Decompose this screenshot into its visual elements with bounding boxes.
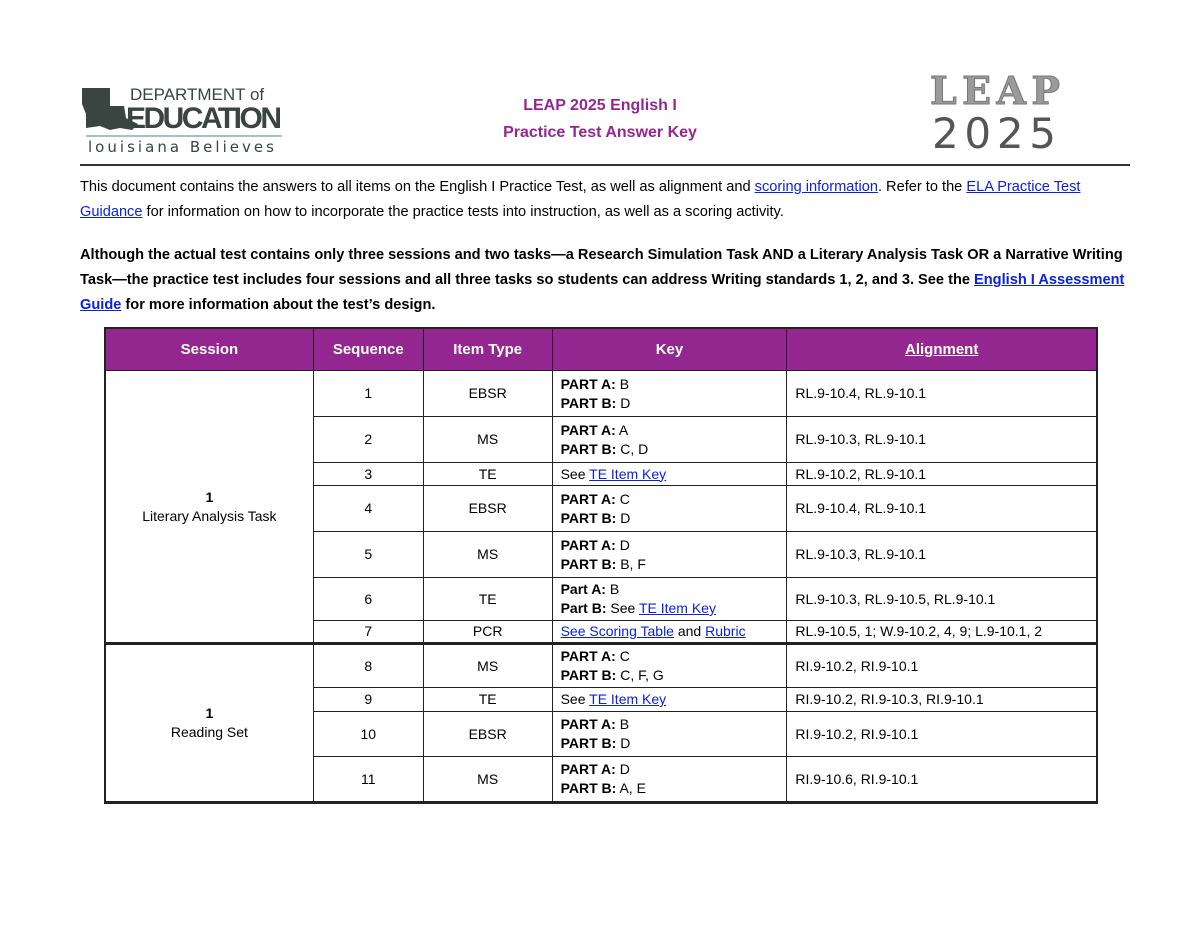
key-line <box>561 666 779 685</box>
key-cell <box>552 644 787 688</box>
column-header-label: Session <box>180 341 239 358</box>
document-subtitle: Practice Test Answer Key <box>503 124 697 141</box>
key-answer: B, F <box>616 555 646 572</box>
table-row <box>106 644 1097 688</box>
key-part-label: PART B: <box>560 735 617 751</box>
alignment-cell: RL.9-10.3, RL.9-10.5, RL.9-10.1 <box>787 578 1097 621</box>
alignment-cell: RI.9-10.2, RI.9-10.1 <box>787 644 1097 688</box>
sequence-cell: 2 <box>313 417 423 463</box>
alignment-cell: RL.9-10.2, RL.9-10.1 <box>787 463 1097 486</box>
key-part-label: PART A: <box>560 375 616 392</box>
key-answer: D <box>616 509 631 526</box>
te-item-key-link[interactable]: TE Item Key <box>589 691 667 707</box>
key-line <box>561 580 779 599</box>
english-i-assessment-guide-link[interactable]: English I Assessment Guide <box>80 272 1125 313</box>
key-line <box>561 647 779 666</box>
item-type-cell: EBSR <box>423 712 552 757</box>
key-line <box>561 375 779 394</box>
key-part-label: PART A: <box>560 716 616 732</box>
item-type-cell: EBSR <box>423 371 552 417</box>
design-text: for more information about the test’s design. <box>121 297 436 313</box>
sequence-cell: 6 <box>313 578 423 621</box>
key-part-label: PART B: <box>560 667 617 683</box>
key-part-label: PART A: <box>560 536 616 553</box>
key-line <box>561 599 779 618</box>
item-type-cell: EBSR <box>423 486 552 532</box>
key-part-label: PART A: <box>560 490 616 507</box>
key-line <box>561 440 779 459</box>
document-title: LEAP 2025 English I <box>523 97 677 114</box>
key-part-label: PART B: <box>560 394 617 411</box>
key-line <box>561 734 779 753</box>
sequence-cell: 8 <box>313 644 423 688</box>
key-part-label: Part B: <box>560 600 607 616</box>
key-line <box>561 555 779 574</box>
key-cell <box>552 757 787 802</box>
key-answer: C, F, G <box>616 667 664 683</box>
item-type-cell: MS <box>423 757 552 802</box>
key-answer: C <box>615 648 630 664</box>
column-header-alignment <box>787 329 1097 371</box>
key-part-label: PART B: <box>560 555 617 572</box>
key-answer: A, E <box>616 780 646 796</box>
intro-paragraph <box>80 175 1140 225</box>
svg-text:2025: 2025 <box>932 109 1056 152</box>
key-answer: D <box>615 536 630 553</box>
key-cell <box>552 621 787 644</box>
key-cell <box>552 688 787 712</box>
session-number: 1 <box>205 488 214 505</box>
key-answer: D <box>616 394 631 411</box>
column-header-label: Item Type <box>453 341 523 358</box>
key-line <box>561 622 779 641</box>
sequence-cell: 10 <box>313 712 423 757</box>
item-type-cell: TE <box>423 463 552 486</box>
ela-practice-test-guidance-link[interactable]: ELA Practice Test Guidance <box>80 179 1081 220</box>
answer-key-table <box>105 328 1097 802</box>
header-divider <box>80 164 1130 166</box>
key-part-label: PART B: <box>560 780 617 796</box>
alignment-cell: RL.9-10.4, RL.9-10.1 <box>787 371 1097 417</box>
alignment-cell: RL.9-10.3, RL.9-10.1 <box>787 532 1097 578</box>
design-text: Although the actual test contains only three sessions and two tasks—a Research Simulation Task AND a Literary Analysis Task OR a Narrative Writing Task—the practice test includes four sessions and all three tasks so students can address Writing standards 1, 2, and 3. See the <box>80 247 1123 288</box>
key-part-label: PART B: <box>560 509 617 526</box>
scoring-information-link[interactable]: scoring information <box>754 179 878 195</box>
rubric-link[interactable]: Rubric <box>705 623 746 639</box>
key-answer: See <box>606 600 639 616</box>
column-header-sequence <box>313 329 423 371</box>
key-cell <box>552 417 787 463</box>
session-cell <box>106 644 314 802</box>
item-type-cell: TE <box>423 578 552 621</box>
column-header-label: Alignment <box>904 341 979 358</box>
svg-text:DEPARTMENT of: DEPARTMENT of <box>130 85 265 104</box>
alignment-cell: RL.9-10.3, RL.9-10.1 <box>787 417 1097 463</box>
te-item-key-link[interactable]: TE Item Key <box>589 465 667 482</box>
key-line <box>561 779 779 798</box>
test-design-paragraph <box>80 243 1140 318</box>
sequence-cell: 1 <box>313 371 423 417</box>
svg-text:louisiana Believes: louisiana Believes <box>88 138 274 156</box>
session-cell <box>106 371 314 644</box>
alignment-cell: RL.9-10.4, RL.9-10.1 <box>787 486 1097 532</box>
alignment-cell: RL.9-10.5, 1; W.9-10.2, 4, 9; L.9-10.1, 2 <box>787 621 1097 644</box>
key-cell <box>552 578 787 621</box>
key-answer: See <box>560 691 590 707</box>
alignment-cell: RI.9-10.6, RI.9-10.1 <box>787 757 1097 802</box>
svg-text:EDUCATION: EDUCATION <box>126 102 282 135</box>
column-header-label: Sequence <box>332 341 404 358</box>
column-header-item-type <box>423 329 552 371</box>
see-scoring-table-link[interactable]: See Scoring Table <box>560 623 674 639</box>
key-line <box>561 421 779 440</box>
table-row <box>106 371 1097 417</box>
key-answer: B <box>605 581 620 597</box>
alignment-cell: RI.9-10.2, RI.9-10.3, RI.9-10.1 <box>787 688 1097 712</box>
key-line <box>561 465 779 484</box>
key-answer: D <box>616 735 631 751</box>
key-line <box>561 536 779 555</box>
sequence-cell: 9 <box>313 688 423 712</box>
intro-text: This document contains the answers to all items on the English I Practice Test, as well as alignment and <box>80 179 755 195</box>
item-type-cell: PCR <box>423 621 552 644</box>
intro-text: . Refer to the <box>877 179 967 195</box>
leap-2025-logo <box>928 70 1063 152</box>
item-type-cell: MS <box>423 417 552 463</box>
item-type-cell: MS <box>423 532 552 578</box>
sequence-cell: 11 <box>313 757 423 802</box>
key-answer: C, D <box>616 440 649 457</box>
intro-text: for information on how to incorporate the practice tests into instruction, as well as a scoring activity. <box>142 204 784 220</box>
key-cell <box>552 371 787 417</box>
session-name: Literary Analysis Task <box>142 507 277 524</box>
sequence-cell: 3 <box>313 463 423 486</box>
session-number: 1 <box>205 705 214 721</box>
key-answer: B <box>615 716 630 732</box>
sequence-cell: 4 <box>313 486 423 532</box>
column-header-session <box>106 329 314 371</box>
key-line <box>561 490 779 509</box>
key-cell <box>552 486 787 532</box>
item-type-cell: TE <box>423 688 552 712</box>
key-cell <box>552 532 787 578</box>
key-part-label: PART A: <box>560 761 616 777</box>
department-of-education-logo <box>80 84 285 156</box>
key-line <box>561 715 779 734</box>
key-cell <box>552 712 787 757</box>
key-line <box>561 509 779 528</box>
key-answer: See <box>560 465 590 482</box>
key-answer: B <box>615 375 630 392</box>
key-answer: A <box>615 421 629 438</box>
alignment-cell: RI.9-10.2, RI.9-10.1 <box>787 712 1097 757</box>
key-answer: C <box>615 490 630 507</box>
sequence-cell: 5 <box>313 532 423 578</box>
key-part-label: Part A: <box>560 581 606 597</box>
key-part-label: PART B: <box>560 440 617 457</box>
key-line <box>561 760 779 779</box>
key-part-label: PART A: <box>560 421 616 438</box>
key-answer: and <box>673 623 706 639</box>
column-header-key <box>552 329 787 371</box>
key-cell <box>552 463 787 486</box>
column-header-label: Key <box>655 341 684 358</box>
key-answer: D <box>615 761 630 777</box>
sequence-cell: 7 <box>313 621 423 644</box>
key-line <box>561 394 779 413</box>
key-line <box>561 690 779 709</box>
te-item-key-link[interactable]: TE Item Key <box>638 600 716 616</box>
session-name: Reading Set <box>170 724 248 740</box>
key-part-label: PART A: <box>560 648 616 664</box>
svg-text:LEAP: LEAP <box>930 70 1060 113</box>
item-type-cell: MS <box>423 644 552 688</box>
